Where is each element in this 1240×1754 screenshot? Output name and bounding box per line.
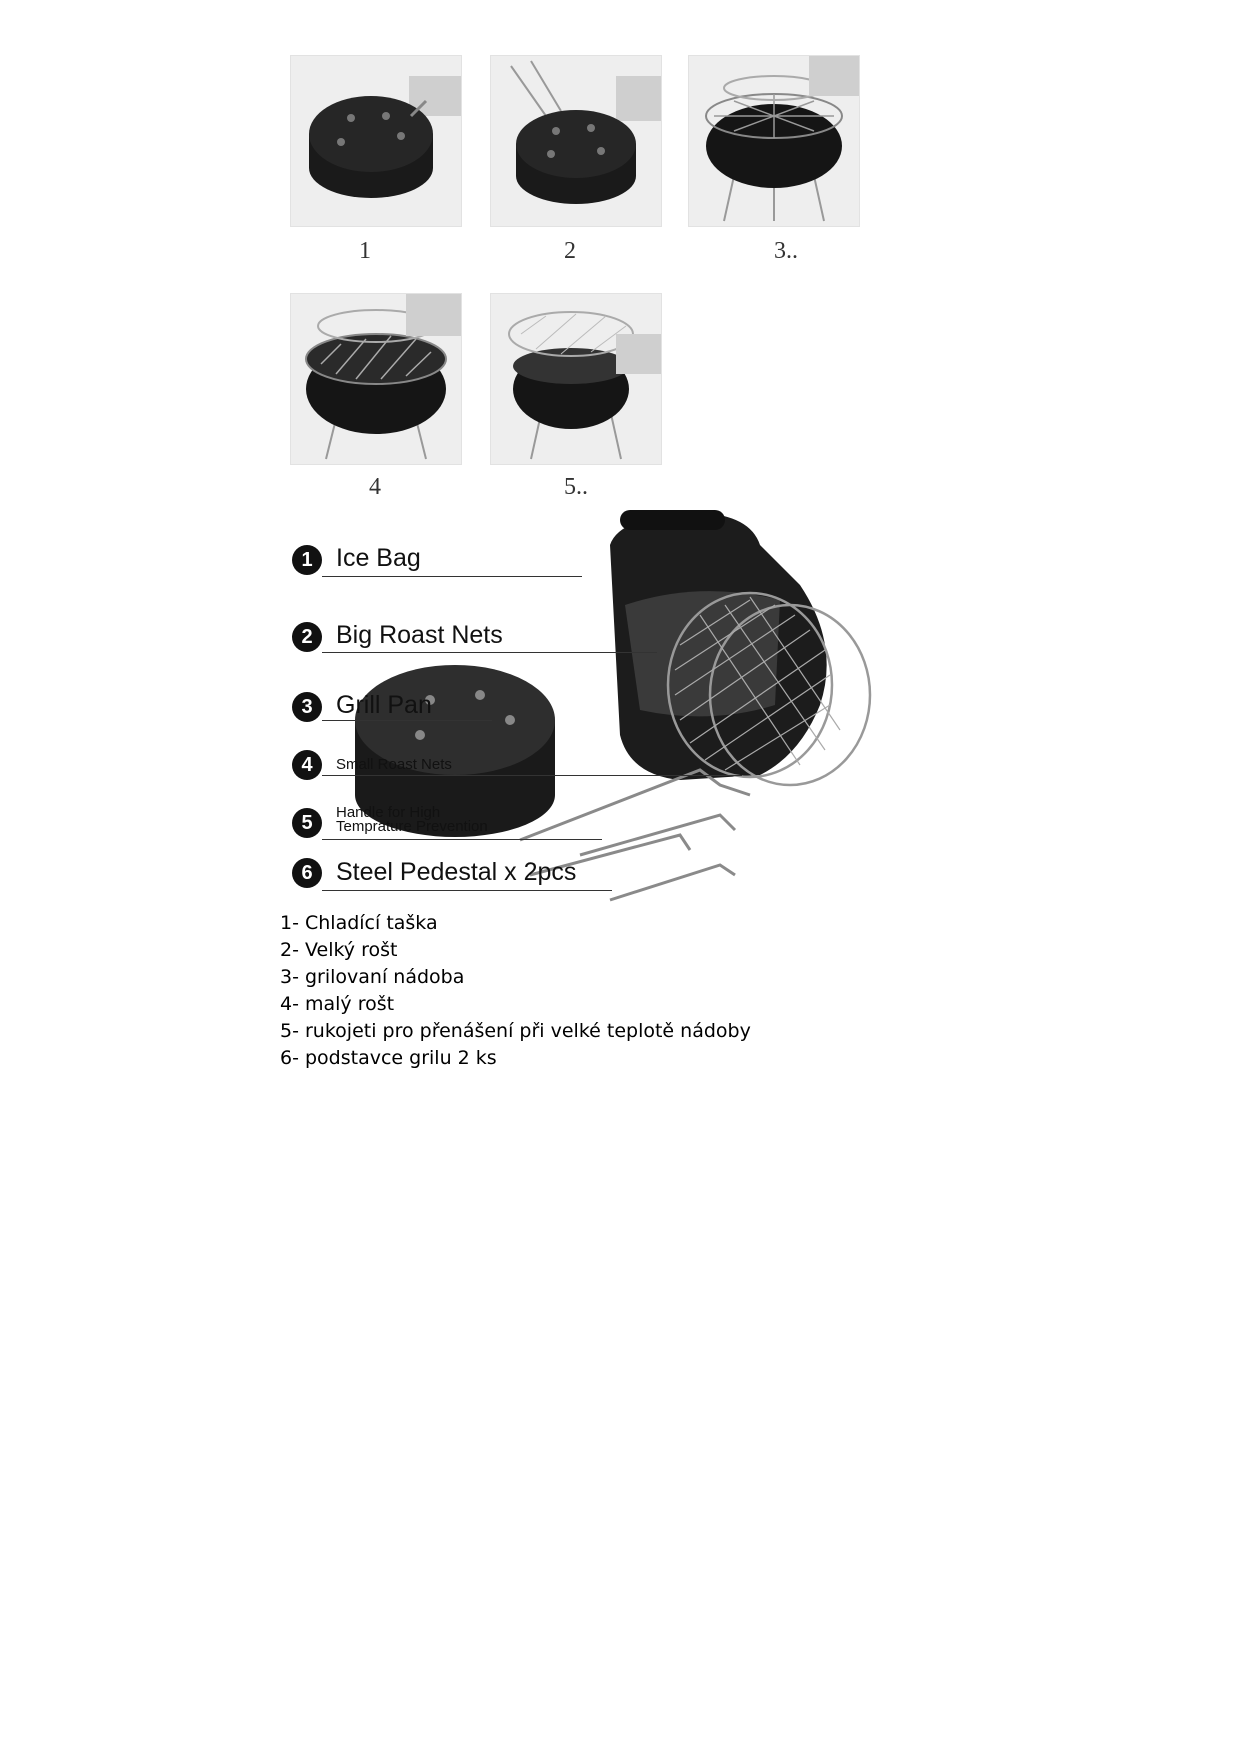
step-4-number: 4 xyxy=(369,474,381,500)
legend-label: Ice Bag xyxy=(336,544,421,572)
legend-label: Grill Pan xyxy=(336,691,432,719)
legend-label: Steel Pedestal x 2pcs xyxy=(336,858,577,886)
step-4-photo xyxy=(290,293,462,465)
legend-leader-line-1 xyxy=(322,576,582,577)
step-3-photo xyxy=(688,55,860,227)
legend-label: Big Roast Nets xyxy=(336,621,503,649)
parts-caption-list xyxy=(280,910,751,1072)
legend-badge: 1 xyxy=(292,545,322,575)
caption-item: 6- podstavce grilu 2 ks xyxy=(280,1047,497,1069)
step-1-number: 1 xyxy=(359,238,371,264)
step-1-photo xyxy=(290,55,462,227)
step-2-photo xyxy=(490,55,662,227)
caption-item: 1- Chladící taška xyxy=(280,912,438,934)
legend-badge: 4 xyxy=(292,750,322,780)
caption-item: 2- Velký rošt xyxy=(280,939,398,961)
legend-label: Handle for High xyxy=(336,804,441,821)
step-2-number: 2 xyxy=(564,238,576,264)
legend-leader-line-3 xyxy=(322,720,492,721)
legend-leader-line-4 xyxy=(322,775,742,776)
legend-badge: 5 xyxy=(292,808,322,838)
legend-label-line2: Temprature Prevention xyxy=(336,818,488,835)
step-5-photo xyxy=(490,293,662,465)
legend-leader-line-5 xyxy=(322,839,602,840)
step-3-number: 3.. xyxy=(774,238,798,264)
caption-item: 5- rukojeti pro přenášení při velké teplotě nádoby xyxy=(280,1020,751,1042)
legend-badge: 2 xyxy=(292,622,322,652)
legend-label: Small Roast Nets xyxy=(336,756,452,773)
legend-badge: 3 xyxy=(292,692,322,722)
legend-leader-line-2 xyxy=(322,652,657,653)
caption-item: 3- grilovaní nádoba xyxy=(280,966,465,988)
legend-badge: 6 xyxy=(292,858,322,888)
legend-leader-line-6 xyxy=(322,890,612,891)
caption-item: 4- malý rošt xyxy=(280,993,395,1015)
step-5-number: 5.. xyxy=(564,474,588,500)
